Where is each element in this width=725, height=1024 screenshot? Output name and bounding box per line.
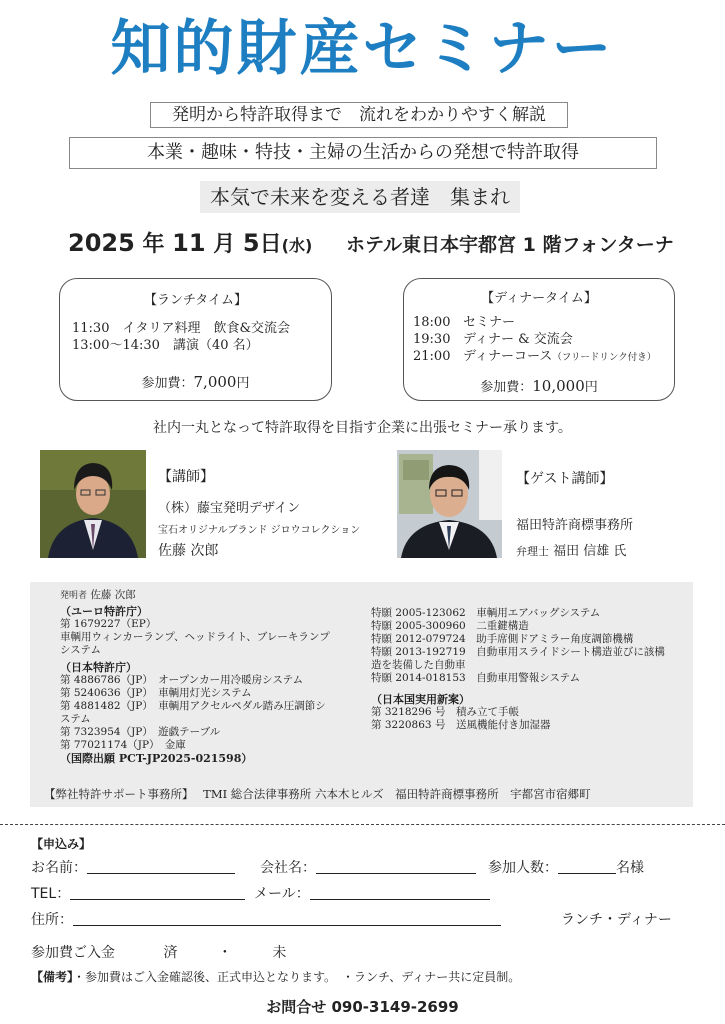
payment-not[interactable]: 未 (272, 945, 287, 961)
dinner-fee (404, 376, 674, 395)
address-label: 住所： (31, 912, 73, 928)
jp-line: 第 7323954（JP） 遊戯テーブル (60, 726, 221, 738)
jp-heading: （日本特許庁） (60, 661, 137, 674)
payment-done[interactable]: 済 (163, 945, 178, 961)
guest-office: 福田特許商標事務所 (516, 518, 634, 533)
page-title: 知的財産セミナー (110, 14, 615, 84)
name-input-line[interactable] (87, 859, 235, 874)
event-month: 11 (172, 229, 206, 257)
lunch-fee-label: 参加費： (141, 376, 194, 391)
event-month-unit: 月 (213, 232, 236, 257)
payment-status (31, 942, 286, 962)
patents-right-column (371, 607, 665, 732)
count-label: 参加人数： (488, 860, 558, 876)
lunch-fee-unit: 円 (236, 376, 250, 391)
utility-line: 第 3220863 号 送風機能付き加湿器 (371, 719, 551, 731)
patents-left-column (60, 605, 330, 765)
dinner-item (413, 348, 674, 366)
pending-line: 特願 2013-192719 自動車用スライドシート構造並びに該構 (371, 646, 665, 658)
dinner-item-desc: セミナー (463, 315, 516, 330)
email-label: メール： (254, 886, 310, 902)
dinner-item (413, 331, 674, 348)
jp-line: 第 77021174（JP） 金庫 (60, 739, 186, 751)
dinner-item (413, 314, 674, 331)
event-year: 2025 (68, 229, 135, 257)
jp-line: 第 4881482（JP） 車輌用アクセルペダル踏み圧調節シ (60, 700, 326, 712)
euro-line: システム (60, 644, 101, 656)
utility-heading: （日本国実用新案） (371, 693, 470, 706)
euro-line: 車輌用ウィンカーランプ、ヘッドライト、ブレーキランプ (60, 631, 330, 643)
support-offices-line (44, 786, 591, 802)
pending-line: 特願 2005-300960 二重鍵構造 (371, 620, 529, 632)
attendee-count-field[interactable] (488, 857, 644, 877)
inventor-line (60, 589, 136, 603)
guest-name: 福田 信雄 氏 (553, 544, 627, 559)
lunch-item-time: 11:30 (72, 321, 110, 336)
international-application: （国際出願 PCT-JP2025-021598） (60, 752, 253, 765)
dinner-item-time: 19:30 (413, 332, 451, 347)
lunch-dinner-choice[interactable]: ランチ・ディナー (561, 912, 672, 928)
lecturer-photo (40, 450, 146, 558)
guest-name-line (516, 540, 626, 559)
remarks-text: ・参加費はご入金確認後、正式申込となります。 ・ランチ、ディナー共に定員制。 (73, 970, 521, 984)
lunch-item-desc: イタリア料理 飲食&交流会 (122, 321, 291, 336)
name-field[interactable] (31, 857, 235, 877)
pending-line: 特願 2012-079724 助手席側ドアミラー角度調節機構 (371, 633, 634, 645)
dinner-fee-unit: 円 (584, 380, 598, 395)
euro-line: 第 1679227（EP） (60, 618, 157, 630)
company-label: 会社名： (260, 860, 316, 876)
tel-input-line[interactable] (70, 885, 245, 900)
tel-field[interactable] (31, 883, 245, 903)
event-date-venue (68, 226, 674, 263)
payment-separator: ・ (217, 945, 232, 961)
pending-line: 造を装備した自動車 (371, 659, 466, 671)
lunch-item (72, 320, 331, 337)
lunch-item-time: 13:00～14:30 (72, 338, 160, 353)
event-year-unit: 年 (142, 232, 165, 257)
tel-label: TEL： (31, 886, 71, 902)
contact-phone: お問合せ 090-3149-2699 (266, 998, 459, 1016)
utility-line: 第 3218296 号 積み立て手帳 (371, 706, 519, 718)
address-input-line[interactable] (73, 911, 501, 926)
lunch-fee (60, 372, 331, 391)
support-label: 【弊社特許サポート事務所】 (44, 787, 194, 801)
jp-line: 第 4886786（JP） オープンカー用冷暖房システム (60, 674, 304, 686)
subtitle-box-2: 本業・趣味・特技・主婦の生活からの発想で特許取得 (69, 137, 657, 169)
lecturer-company: （株）藤宝発明デザイン (158, 501, 301, 516)
lecturer-brand: 宝石オリジナルブランド ジロウコレクション (158, 525, 361, 536)
email-field[interactable] (254, 883, 490, 903)
count-unit: 名様 (616, 860, 644, 876)
payment-label: 参加費ご入金 (31, 945, 115, 961)
dinner-item-note: （フリードリンク付き） (552, 352, 657, 363)
event-day-unit: 日 (259, 232, 282, 257)
business-seminar-note: 社内一丸となって特許取得を目指す企業に出張セミナー承ります。 (153, 420, 572, 436)
dinner-item-time: 18:00 (413, 315, 451, 330)
jp-line: 第 5240636（JP） 車輌用灯光システム (60, 687, 252, 699)
count-input-line[interactable] (558, 859, 616, 874)
jp-line: ステム (60, 713, 91, 725)
event-weekday: (水) (281, 236, 313, 255)
lunch-card (59, 278, 332, 401)
pending-line: 特願 2005-123062 車輌用エアバッグシステム (371, 607, 601, 619)
dinner-item-desc: ディナー & 交流会 (463, 332, 573, 347)
lunch-fee-amount: 7,000 (193, 373, 237, 391)
lunch-item-desc: 講演（40 名） (172, 338, 259, 353)
guest-heading: 【ゲスト講師】 (516, 471, 614, 487)
pending-line: 特願 2014-018153 自動車用警報システム (371, 672, 581, 684)
dinner-item-time: 21:00 (413, 349, 451, 364)
cut-line-divider (0, 824, 725, 825)
dinner-card (403, 278, 675, 401)
lecturer-heading: 【講師】 (158, 469, 214, 485)
guest-title: 弁理士 (516, 545, 549, 558)
dinner-heading: 【ディナータイム】 (481, 291, 597, 306)
form-heading: 【申込み】 (31, 837, 92, 851)
event-venue: ホテル東日本宇都宮 1 階フォンターナ (345, 234, 674, 256)
inventor-name: 佐藤 次郎 (90, 589, 136, 601)
support-offices: TMI 総合法律事務所 六本木ヒルズ 福田特許商標事務所 宇都宮市宿郷町 (203, 787, 591, 801)
name-label: お名前： (31, 860, 87, 876)
company-input-line[interactable] (316, 859, 476, 874)
subtitle-box-3: 本気で未来を変える者達 集まれ (200, 181, 520, 213)
remarks-line (31, 968, 520, 985)
guest-lecturer-photo (397, 450, 502, 558)
dinner-fee-amount: 10,000 (532, 377, 585, 395)
lecturer-name: 佐藤 次郎 (158, 543, 219, 559)
event-day: 5 (242, 229, 260, 257)
company-field[interactable] (260, 857, 476, 877)
remarks-label: 【備考】 (31, 970, 74, 984)
lunch-heading: 【ランチタイム】 (143, 293, 248, 308)
email-input-line[interactable] (310, 885, 490, 900)
dinner-fee-label: 参加費： (480, 380, 533, 395)
dinner-item-desc: ディナーコース (463, 349, 553, 364)
euro-heading: （ユーロ特許庁） (60, 605, 148, 618)
address-field[interactable] (31, 909, 501, 929)
subtitle-box-1: 発明から特許取得まで 流れをわかりやすく解説 (150, 102, 568, 128)
lunch-item (72, 337, 331, 354)
inventor-label: 発明者 (60, 591, 88, 601)
